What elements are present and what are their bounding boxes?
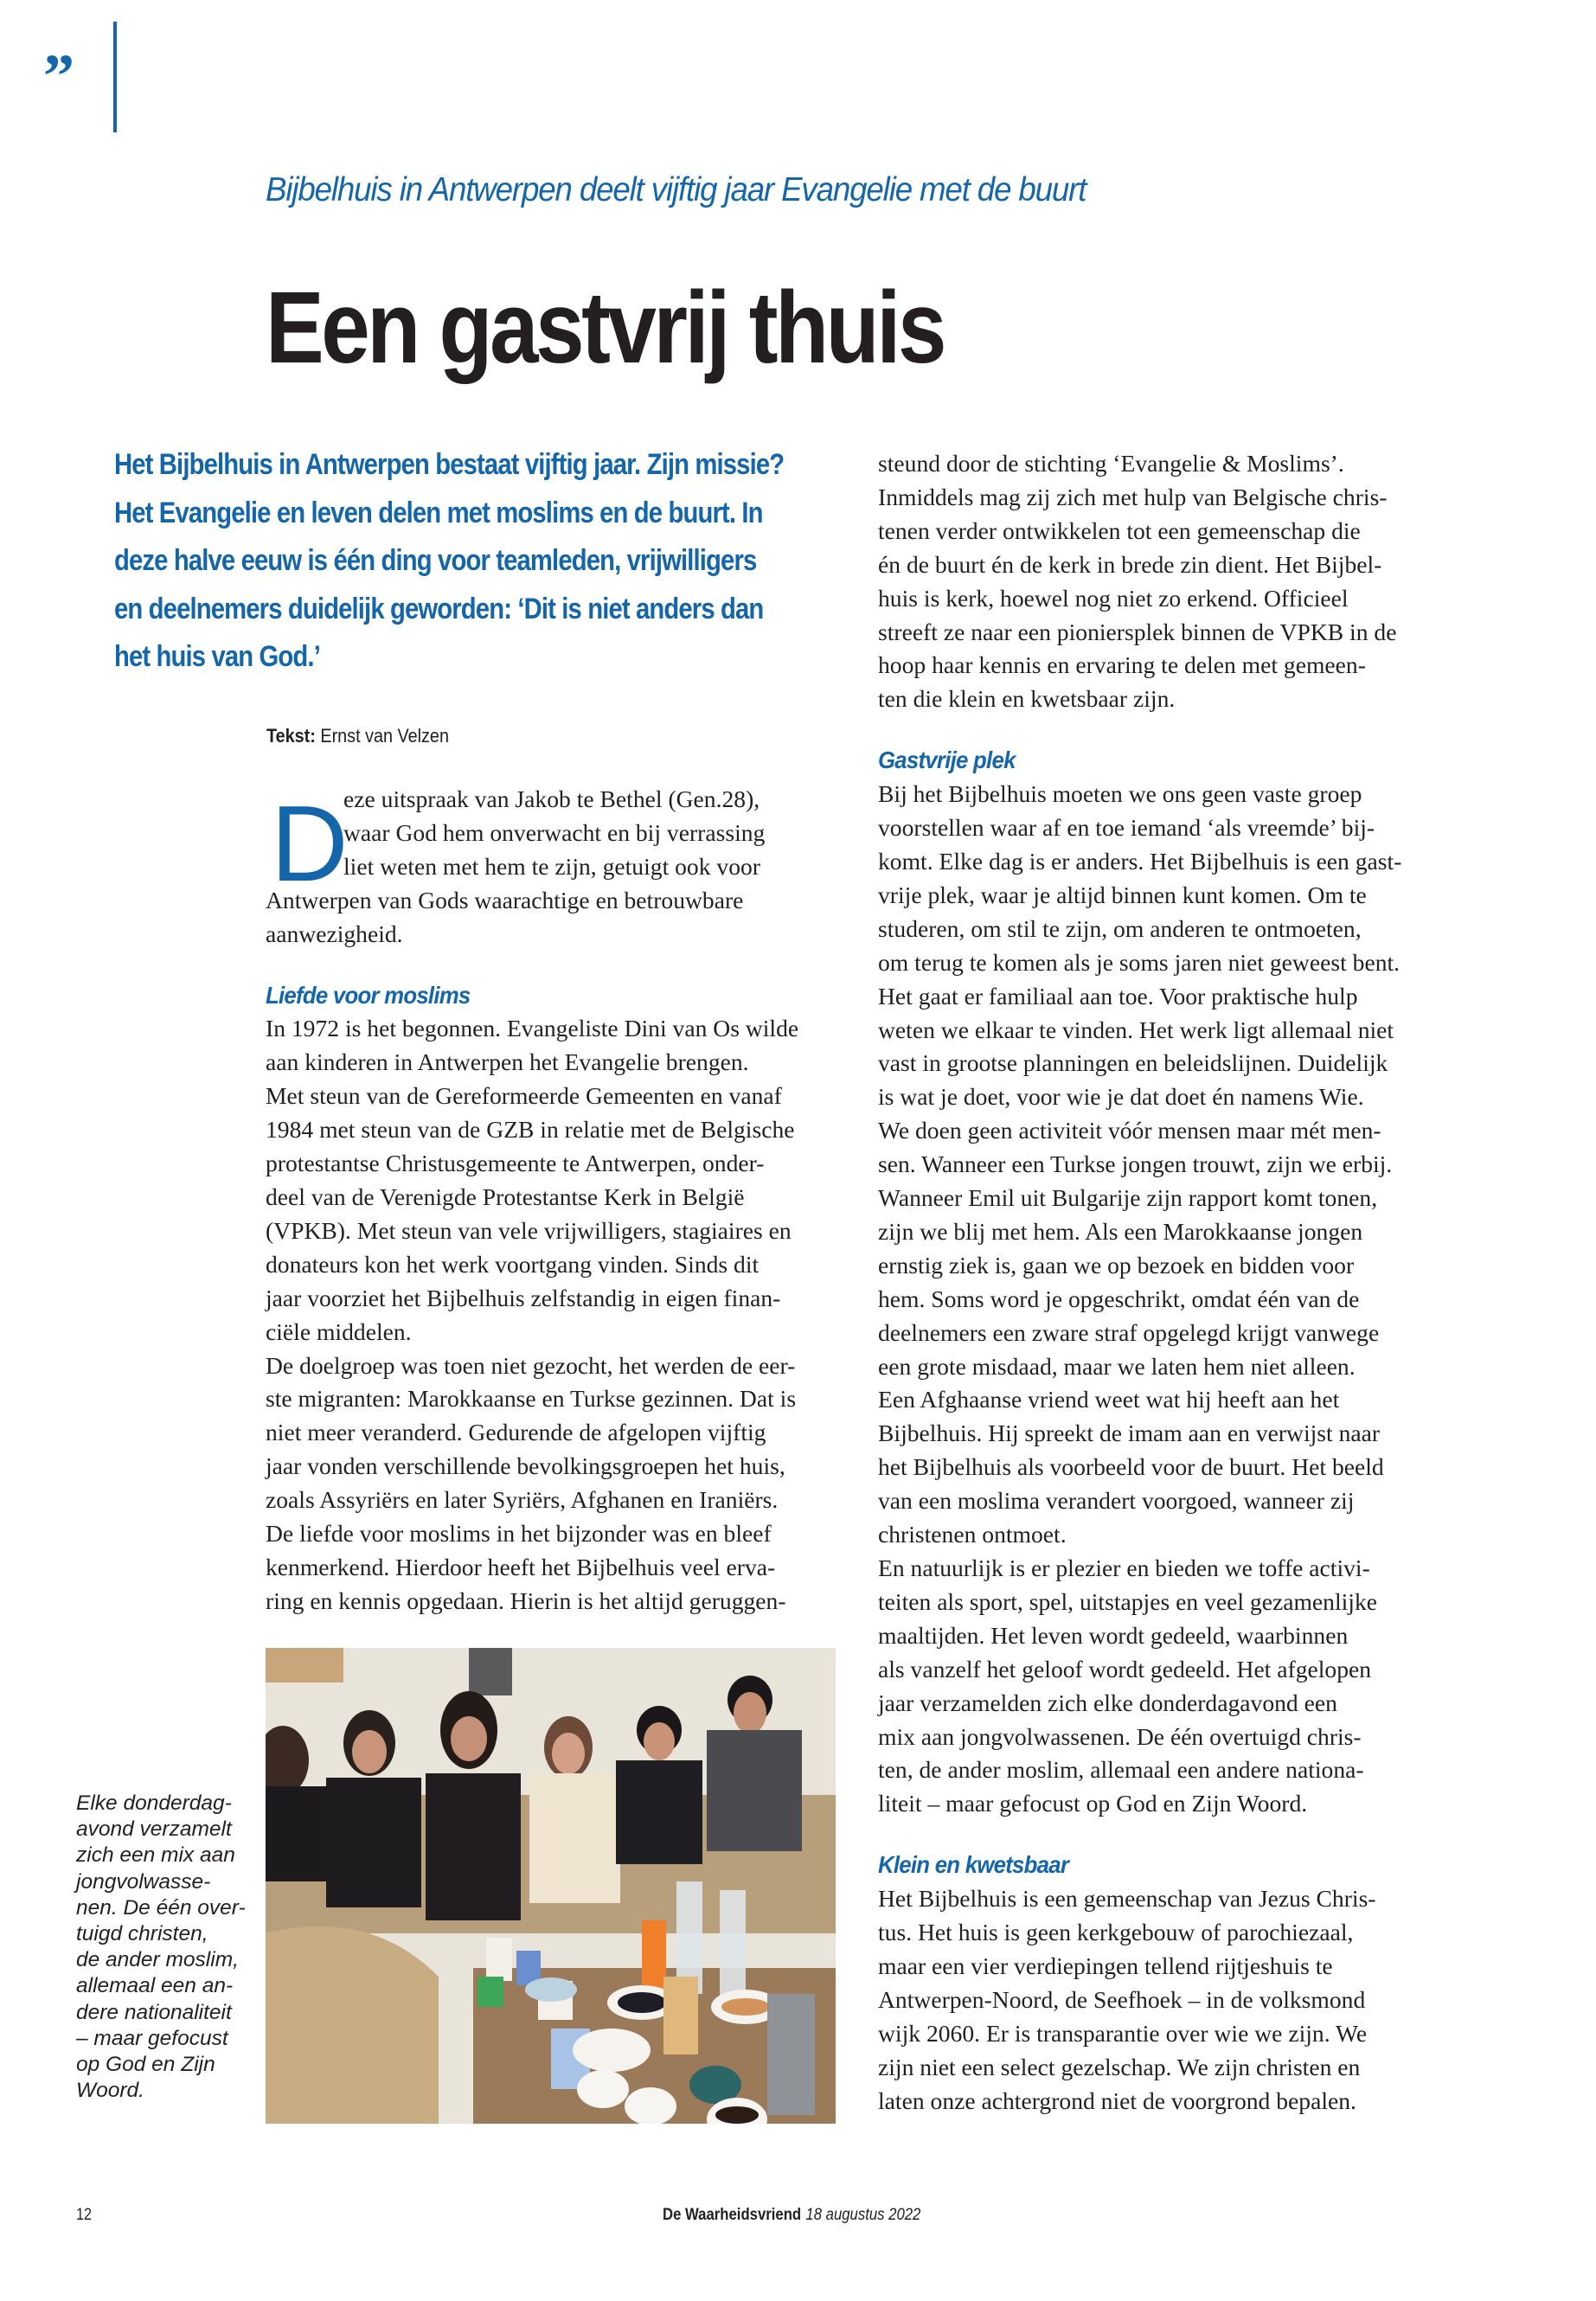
closing-quote-icon: ”: [43, 42, 69, 111]
kicker-subtitle: Bijbelhuis in Antwerpen deelt vijftig jaar Evangelie met de buurt: [266, 171, 1086, 208]
byline-author: Ernst van Velzen: [320, 725, 449, 747]
body-line: weten we elkaar te vinden. Het werk ligt allemaal niet: [878, 1016, 1394, 1043]
body-line: het Bijbelhuis als voorbeeld voor de buurt. Het beeld: [878, 1453, 1384, 1481]
body-line: Antwerpen-Noord, de Seefhoek – in de volksmond: [878, 1985, 1366, 2013]
intro-line: Het Evangelie en leven delen met moslims en de buurt. In: [114, 496, 763, 529]
section-heading-liefde: Liefde voor moslims: [266, 981, 471, 1009]
body-line: een grote misdaad, maar we laten hem niet alleen.: [878, 1352, 1356, 1380]
body-line: tus. Het huis is geen kerkgebouw of parochiezaal,: [878, 1919, 1354, 1946]
body-line: om terug te komen als je soms jaren niet geweest bent.: [878, 948, 1401, 976]
body-line: deelnemers een zware straf opgelegd krijgt vanwege: [878, 1318, 1380, 1346]
spacer: [878, 716, 1449, 744]
poster: [469, 1648, 512, 1695]
page-number: 12: [76, 2206, 92, 2224]
body-line: deel van de Verenigde Protestantse Kerk in België: [266, 1183, 745, 1210]
body-line: tenen verder ontwikkelen tot een gemeenschap die: [878, 516, 1361, 544]
body-line: Bijbelhuis. Hij spreekt de imam aan en verwijst naar: [878, 1420, 1381, 1447]
spacer: [266, 952, 836, 979]
body-line: christenen ontmoet.: [878, 1521, 1067, 1548]
right-column: [878, 447, 1449, 2118]
body-line: sen. Wanneer een Turkse jongen trouwt, zijn we erbij.: [878, 1150, 1393, 1178]
body-line: huis is kerk, hoewel nog niet zo erkend. Officieel: [878, 584, 1349, 612]
body-line: ernstig ziek is, gaan we op bezoek en bidden voor: [878, 1251, 1355, 1279]
byline: [266, 725, 449, 747]
caption-line: op God en Zijn: [76, 2053, 215, 2077]
body-line: Een Afghaanse vriend weet wat hij heeft aan het: [878, 1386, 1340, 1413]
body-line: ten, de ander moslim, allemaal een andere nationa-: [878, 1756, 1364, 1784]
body-line: ring en kennis opgedaan. Hierin is het altijd geruggen-: [266, 1586, 786, 1614]
intro-line: deze halve eeuw is één ding voor teamleden, vrijwilligers: [114, 544, 757, 577]
body-line: donateurs kon het werk voortgang vinden. Sinds dit: [266, 1250, 760, 1278]
body-line: Wanneer Emil uit Bulgarije zijn rapport komt tonen,: [878, 1184, 1378, 1212]
vertical-rule: [113, 22, 117, 132]
body-line: ste migranten: Marokkaanse en Turkse gezinnen. Dat is: [266, 1385, 797, 1413]
article-title: Een gastvrij thuis: [266, 271, 944, 385]
caption-line: Elke donderdag-: [76, 1791, 232, 1815]
body-line: protestantse Christusgemeente te Antwerpen, onder-: [266, 1150, 765, 1177]
intro-line: het huis van God.’: [114, 640, 320, 673]
shelf: [266, 1648, 343, 1682]
caption-line: allemaal een an-: [76, 1974, 234, 1998]
publication-date: 18 augustus 2022: [805, 2206, 921, 2224]
body-line: eze uitspraak van Jakob te Bethel (Gen.28),: [343, 785, 760, 812]
caption-line: Woord.: [76, 2079, 144, 2103]
caption-line: avond verzamelt: [76, 1817, 232, 1842]
body-line: teiten als sport, spel, uitstapjes en veel gezamenlijke: [878, 1587, 1377, 1615]
body-line: vrije plek, waar je altijd binnen kunt komen. Om te: [878, 881, 1367, 908]
body-line: vast in grootse planningen en beleidslijnen. Duidelijk: [878, 1049, 1388, 1077]
body-line: jaar vonden verschillende bevolkingsgroepen het huis,: [266, 1452, 785, 1480]
body-line: waar God hem onverwacht en bij verrassing: [343, 818, 766, 846]
intro-line: en deelnemers duidelijk geworden: ‘Dit is niet anders dan: [114, 592, 764, 625]
publication-name: De Waarheidsvriend: [663, 2206, 802, 2224]
body-line: aan kinderen in Antwerpen het Evangelie brengen.: [266, 1048, 749, 1076]
body-line: streeft ze naar een pioniersplek binnen de VPKB in de: [878, 618, 1397, 645]
body-line: studeren, om stil te zijn, om anderen te ontmoeten,: [878, 914, 1362, 942]
caption-line: – maar gefocust: [76, 2026, 228, 2050]
photo-illustration: [266, 1648, 836, 2124]
body-line: De doelgroep was toen niet gezocht, het werden de eer-: [266, 1351, 796, 1379]
byline-label: Tekst:: [266, 725, 316, 747]
body-line: De liefde voor moslims in het bijzonder was en bleef: [266, 1520, 772, 1548]
spacer: [878, 1821, 1449, 1849]
body-line: We doen geen activiteit vóór mensen maar mét men-: [878, 1117, 1381, 1144]
group-photo: [266, 1648, 836, 2124]
body-line: én de buurt én de kerk in brede zin dient. Het Bijbel-: [878, 550, 1382, 578]
body-line: zijn we blij met hem. Als een Marokkaanse jongen: [878, 1217, 1363, 1245]
body-line: ten die klein en kwetsbaar zijn.: [878, 685, 1176, 713]
left-column: [266, 783, 836, 1618]
body-line: komt. Elke dag is er anders. Het Bijbelhuis is een gast-: [878, 847, 1402, 875]
body-line: steund door de stichting ‘Evangelie & Moslims’.: [878, 450, 1344, 477]
section-liefde-body: [266, 1012, 836, 1618]
body-line: laten onze achtergrond niet de voorgrond bepalen.: [878, 2086, 1356, 2114]
body-line: jaar verzamelden zich elke donderdagavond een: [878, 1689, 1337, 1716]
body-line: zijn niet een select gezelschap. We zijn christen en: [878, 2053, 1361, 2080]
caption-line: dere nationaliteit: [76, 2000, 232, 2024]
body-line: 1984 met steun van de GZB in relatie met de Belgische: [266, 1116, 795, 1144]
caption-line: jongvolwasse-: [76, 1869, 211, 1894]
drop-cap: D: [271, 785, 349, 904]
body-line: En natuurlijk is er plezier en bieden we toffe activi-: [878, 1554, 1370, 1581]
body-line: kenmerkend. Hierdoor heeft het Bijbelhuis veel erva-: [266, 1553, 776, 1580]
body-line: voorstellen waar af en toe iemand ‘als vreemde’ bij-: [878, 814, 1375, 842]
section-gastvrij-body: [878, 778, 1449, 1821]
caption-line: de ander moslim,: [76, 1948, 239, 1972]
body-line: Met steun van de Gereformeerde Gemeenten en vanaf: [266, 1082, 782, 1110]
body-line: liteit – maar gefocust op God en Zijn Woord.: [878, 1790, 1308, 1817]
body-line: maar een vier verdiepingen tellend rijtjeshuis te: [878, 1952, 1333, 1979]
body-line: Het gaat er familiaal aan toe. Voor praktische hulp: [878, 982, 1358, 1009]
body-line: Antwerpen van Gods waarachtige en betrouwbare: [266, 886, 744, 913]
body-line: Inmiddels mag zij zich met hulp van Belgische chris-: [878, 483, 1388, 510]
body-line: hem. Soms word je opgeschrikt, omdat één van de: [878, 1285, 1360, 1312]
body-line: Bij het Bijbelhuis moeten we ons geen vaste groep: [878, 780, 1362, 808]
section-heading-klein: Klein en kwetsbaar: [878, 1851, 1069, 1879]
body-line: (VPKB). Met steun van vele vrijwilligers, stagiaires en: [266, 1216, 792, 1244]
body-line: van een moslima verandert voorgoed, wanneer zij: [878, 1487, 1355, 1515]
body-line: wijk 2060. Er is transparantie over wie we zijn. We: [878, 2019, 1368, 2047]
body-line: niet meer veranderd. Gedurende de afgelopen vijftig: [266, 1419, 766, 1446]
footer-publication: [663, 2206, 920, 2225]
caption-line: nen. De één over-: [76, 1895, 246, 1920]
body-line: is wat je doet, voor wie je dat doet én namens Wie.: [878, 1083, 1364, 1111]
section-heading-gastvrij: Gastvrije plek: [878, 747, 1016, 774]
body-line: In 1972 is het begonnen. Evangeliste Dini van Os wilde: [266, 1015, 799, 1042]
foreground-legs: [266, 1926, 439, 2124]
body-line: maaltijden. Het leven wordt gedeeld, waarbinnen: [878, 1621, 1349, 1649]
intro-lead: [114, 441, 875, 682]
body-line: mix aan jongvolwassenen. De één overtuigd chris-: [878, 1722, 1362, 1750]
body-line: liet weten met hem te zijn, getuigt ook voor: [343, 852, 761, 880]
body-line: hoop haar kennis en ervaring te delen met gemeen-: [878, 651, 1366, 679]
photo-caption: [76, 1791, 246, 2104]
continued-body: [878, 447, 1449, 716]
body-line: jaar voorziet het Bijbelhuis zelfstandig in eigen finan-: [266, 1284, 781, 1311]
caption-line: tuigd christen,: [76, 1922, 208, 1946]
caption-line: zich een mix aan: [76, 1843, 235, 1868]
body-line: Het Bijbelhuis is een gemeenschap van Jezus Chris-: [878, 1885, 1376, 1913]
intro-line: Het Bijbelhuis in Antwerpen bestaat vijftig jaar. Zijn missie?: [114, 448, 785, 481]
body-line: aanwezigheid.: [266, 920, 403, 947]
body-line: als vanzelf het geloof wordt gedeeld. Het afgelopen: [878, 1655, 1372, 1682]
body-line: ciële middelen.: [266, 1317, 412, 1345]
body-line: zoals Assyriërs en later Syriërs, Afghanen en Iraniërs.: [266, 1486, 779, 1514]
section-klein-body: [878, 1882, 1449, 2118]
